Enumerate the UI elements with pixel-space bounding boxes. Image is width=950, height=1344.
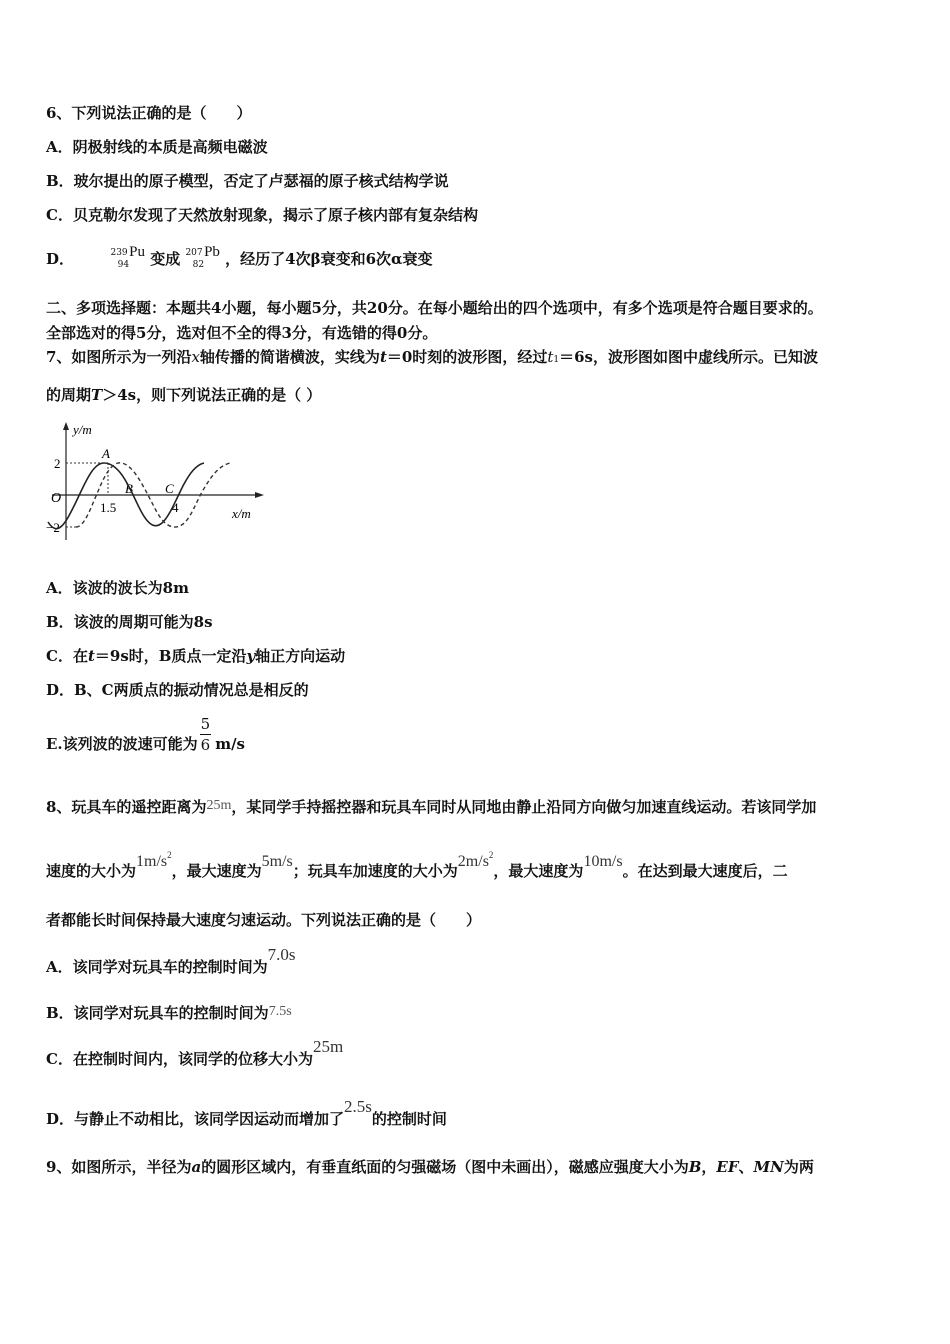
q9-stem-line1 <box>46 1156 814 1177</box>
x-axis-label: x/m <box>232 506 251 521</box>
q8-s3: 速度的大小为 <box>46 862 137 880</box>
q8-a1: 1m/s <box>136 853 168 870</box>
q8-v2: 10m/s <box>583 853 623 870</box>
q7-option-e <box>46 714 245 755</box>
y-axis-label: y/m <box>73 422 92 437</box>
q8-c-val: 25m <box>312 1037 344 1056</box>
q8-d-post: 的控制时间 <box>371 1110 447 1128</box>
q7-c-y: y <box>246 647 256 665</box>
q6-option-a: A．阴极射线的本质是高频电磁波 <box>46 138 268 156</box>
q7-s2: 轴传播的简谐横波，实线为 <box>199 348 380 366</box>
q7-s6: ＞4s，则下列说法正确的是（ ） <box>102 386 322 404</box>
q8-stem-line3: 者都能长时间保持最大速度匀速运动。下列说法正确的是（ ） <box>46 911 482 929</box>
q8-a-val: 7.0s <box>267 945 296 964</box>
q7-option-b: B．该波的周期可能为8s <box>46 613 213 631</box>
point-a-label: A <box>102 446 110 461</box>
x-tick-1-5: 1.5 <box>100 500 117 515</box>
q9-s1: 9、如图所示，半径为 <box>46 1158 192 1176</box>
pb-mass: 207 <box>185 248 203 258</box>
q7-stem-line2 <box>46 384 321 405</box>
q9-s4: 、 <box>738 1158 754 1176</box>
fraction-denominator: 6 <box>200 736 211 754</box>
q8-s1: 8、玩具车的遥控距离为 <box>46 798 207 816</box>
q7-s3: ＝0时刻的波形图，经过 <box>386 348 548 366</box>
y-tick-top: 2 <box>54 456 61 471</box>
q7-c-post: 轴正方向运动 <box>255 647 346 665</box>
point-b-label: B <box>125 481 133 496</box>
pu-mass: 239 <box>110 248 128 258</box>
section2-line2: 全部选对的得5分，选对但不全的得3分，有选错的得0分。 <box>46 324 438 342</box>
q7-s4: ＝6s，波形图如图中虚线所示。已知波 <box>559 348 818 366</box>
q8-stem-line2 <box>46 850 788 881</box>
q9-s2: 的圆形区域内，有垂直纸面的匀强磁场（图中未画出），磁感应强度大小为 <box>201 1158 689 1176</box>
q8-b-pre: B．该同学对玩具车的控制时间为 <box>46 1004 269 1022</box>
q8-d-val: 2.5s <box>344 1097 372 1116</box>
q8-b-val: 7.5s <box>268 1004 292 1019</box>
q8-a2: 2m/s <box>457 853 489 870</box>
q8-v1: 5m/s <box>261 853 293 870</box>
pb-num: 82 <box>192 260 205 270</box>
q7-t1-sub: 1 <box>553 355 560 365</box>
q6-d-suffix: ，经历了4次β衰变和6次α衰变 <box>225 250 433 268</box>
q7-s1: 7、如图所示为一列沿 <box>46 348 192 366</box>
q8-option-a <box>46 945 296 977</box>
x-axis-arrow <box>255 492 264 498</box>
q8-c-pre: C．在控制时间内，该同学的位移大小为 <box>46 1050 313 1068</box>
q8-s6: ，最大速度为 <box>493 862 584 880</box>
fraction-5-6 <box>200 714 212 755</box>
q7-T-var: T <box>91 386 103 404</box>
q8-s7: 。在达到最大速度后，二 <box>622 862 788 880</box>
q9-s5: 为两 <box>783 1158 814 1176</box>
q7-e-unit: m/s <box>215 734 245 753</box>
q6-d-prefix: D． <box>46 250 75 268</box>
wave-figure <box>44 418 274 548</box>
q6-d-mid: 变成 <box>150 250 181 268</box>
q8-option-d <box>46 1097 447 1129</box>
q9-s3: ， <box>701 1158 717 1176</box>
q8-option-c <box>46 1037 344 1069</box>
q8-s5: ；玩具车加速度的大小为 <box>292 862 458 880</box>
q8-stem-line1 <box>46 796 816 817</box>
q7-c-t: t <box>87 647 95 665</box>
q7-stem-line1 <box>46 346 818 367</box>
q6-stem: 6、下列说法正确的是（ ） <box>46 104 252 122</box>
q8-s2: ，某同学手持摇控器和玩具车同时从同地由静止沿同方向做匀加速直线运动。若该同学加 <box>231 798 817 816</box>
q9-a-var: a <box>191 1158 202 1176</box>
pb-symbol: Pb <box>204 244 220 260</box>
fraction-numerator: 5 <box>200 715 211 733</box>
q6-option-c: C．贝克勒尔发现了天然放射现象，揭示了原子核内部有复杂结构 <box>46 206 478 224</box>
q8-s4: ，最大速度为 <box>171 862 262 880</box>
q7-t-var: t <box>379 348 387 366</box>
q7-option-a: A．该波的波长为8m <box>46 579 189 597</box>
point-c-label: C <box>165 481 174 496</box>
q8-option-b <box>46 1002 292 1023</box>
q7-c-pre: C．在 <box>46 647 88 665</box>
q7-option-c <box>46 645 345 666</box>
pu-num: 94 <box>117 260 130 270</box>
origin-label: O <box>51 491 62 506</box>
y-axis-arrow <box>63 422 69 430</box>
q8-a-pre: A．该同学对玩具车的控制时间为 <box>46 958 268 976</box>
q7-s5: 的周期 <box>46 386 92 404</box>
q7-x-var: x <box>191 348 200 366</box>
section2-line1: 二、多项选择题：本题共4小题，每小题5分，共20分。在每小题给出的四个选项中，有多个选项是符合题目要求的。 <box>46 299 823 317</box>
q9-ef: EF <box>716 1158 739 1176</box>
q8-a1-exp: 2 <box>167 850 172 860</box>
q6-option-d <box>46 244 433 270</box>
q7-option-d: D．B、C两质点的振动情况总是相反的 <box>46 681 309 699</box>
y-tick-bottom: −2 <box>46 520 60 535</box>
q7-c-mid: ＝9s时，B质点一定沿 <box>94 647 247 665</box>
q9-b-var: B <box>688 1158 702 1176</box>
pu-symbol: Pu <box>129 244 145 260</box>
q7-e-pre: E.该列波的波速可能为 <box>46 734 198 753</box>
q8-d-pre: D．与静止不动相比，该同学因运动而增加了 <box>46 1110 345 1128</box>
q6-option-b: B．玻尔提出的原子模型，否定了卢瑟福的原子核式结构学说 <box>46 172 449 190</box>
q8-a2-exp: 2 <box>488 850 494 860</box>
q7-t1-var: t <box>547 348 554 366</box>
q9-mn: MN <box>753 1158 784 1176</box>
x-tick-4: 4 <box>172 500 179 515</box>
q8-dist: 25m <box>206 798 232 813</box>
